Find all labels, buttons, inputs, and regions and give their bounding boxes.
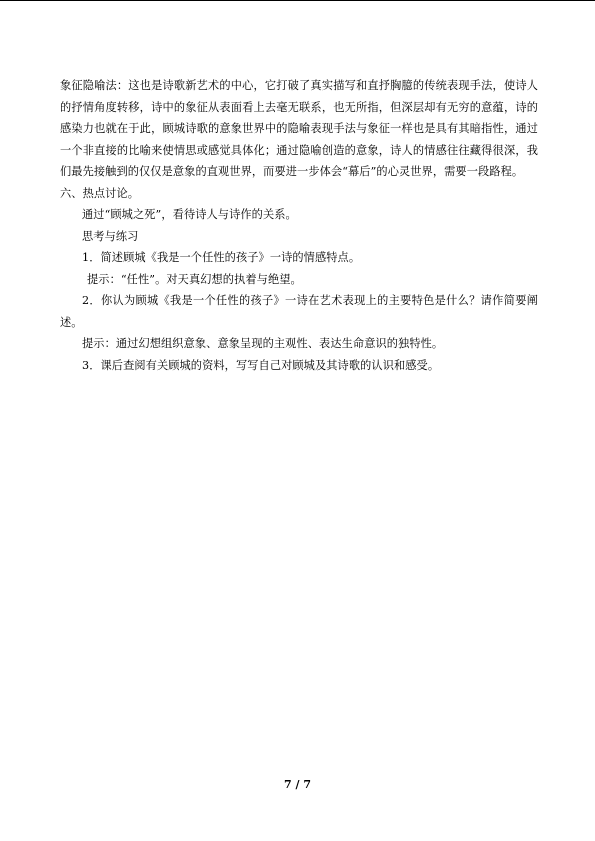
section-heading-six: 六、热点讨论。: [60, 186, 140, 200]
page-number: 7 / 7: [284, 778, 311, 791]
exercises-heading: 思考与练习: [82, 229, 139, 243]
hint-1: 提示：“任性”。对天真幻想的执着与绝望。: [87, 272, 302, 286]
paragraph-symbol-metaphor: 象征隐喻法：这也是诗歌新艺术的中心，它打破了真实描写和直抒胸臆的传统表现手法，使诗人的抒情角度转移，诗中的象征从表面看上去毫无联系，也无所指，但深层却有无穷的意蕴，诗的感染力也就在于此，顾城诗歌的意象世界中的隐喻表现手法与象征一样也是具有其暗指性，通过一个非直接的比喻来使情思或感觉具体化；通过隐喻创造的意象，诗人的情感往往藏得很深，我们最先接触到的仅仅是意象的直观世界，而要进一步体会“幕后”的心灵世界，需要一段路程。: [60, 79, 538, 178]
question-1: 1．简述顾城《我是一个任性的孩子》一诗的情感特点。: [82, 251, 361, 264]
document-body: [60, 75, 538, 376]
hint-2: 提示：通过幻想组织意象、意象呈现的主观性、表达生命意识的独特性。: [82, 337, 444, 350]
header-rule: [0, 0, 595, 1]
question-3: 3．课后查阅有关顾城的资料，写写自己对顾城及其诗歌的认识和感受。: [82, 358, 440, 372]
question-2: 2．你认为顾城《我是一个任性的孩子》一诗在艺术表现上的主要特色是什么？请作简要阐述。: [60, 294, 538, 329]
paragraph-discussion: 通过“顾城之死”，看待诗人与诗作的关系。: [82, 208, 297, 221]
